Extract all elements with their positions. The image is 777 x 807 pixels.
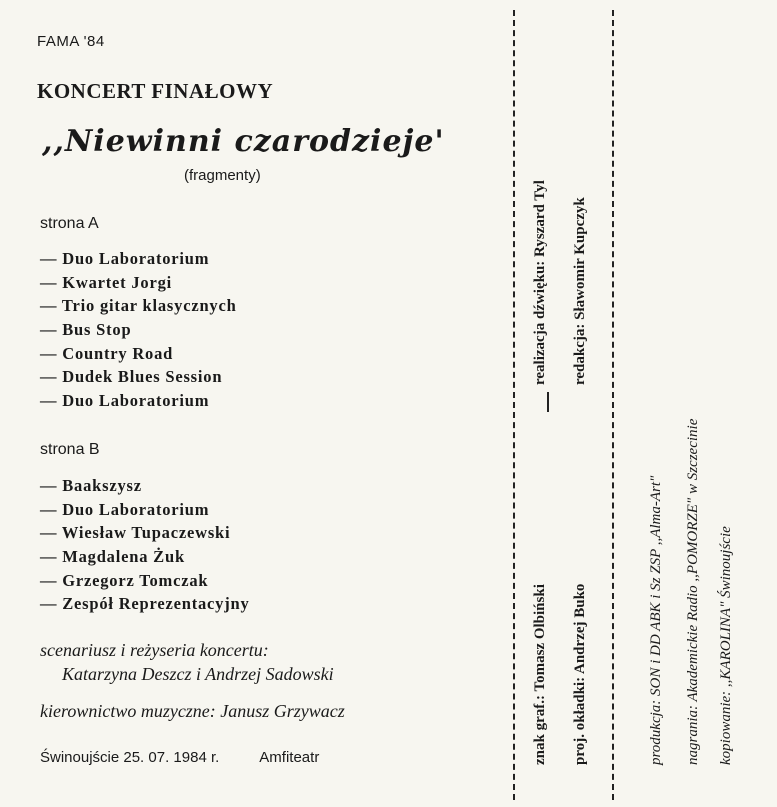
footer-line	[40, 749, 319, 766]
festival-label: FAMA '84	[37, 33, 105, 50]
album-subtitle: (fragmenty)	[184, 167, 261, 184]
concert-title: KONCERT FINAŁOWY	[37, 79, 274, 103]
track-item: — Grzegorz Tomczak	[40, 570, 209, 590]
track-item: — Zespół Reprezentacyjny	[40, 594, 250, 614]
track-item: — Country Road	[40, 343, 174, 363]
spine-separator	[547, 392, 549, 412]
editor-credit: redakcja: Sławomir Kupczyk	[572, 197, 588, 385]
fold-line-right	[612, 10, 614, 800]
script-direction-label: scenariusz i reżyseria koncertu:	[40, 640, 269, 660]
track-item: — Magdalena Żuk	[40, 547, 185, 567]
side-b-track-list	[40, 474, 250, 616]
production-credit: produkcja: SON i DD ABK i Sz ZSP ,,Alma-Art"	[648, 475, 664, 765]
track-item: — Trio gitar klasycznych	[40, 296, 237, 316]
track-item: — Wiesław Tupaczewski	[40, 523, 231, 543]
side-a-label: strona A	[40, 215, 99, 232]
side-a-track-list	[40, 247, 237, 413]
track-item: — Bus Stop	[40, 320, 132, 340]
venue: Amfiteatr	[259, 749, 320, 766]
recording-credit: nagrania: Akademickie Radio ,,POMORZE" w Szczecinie	[685, 418, 701, 765]
album-title: ,,Niewinni czarodzieje'	[42, 124, 445, 159]
track-item: — Duo Laboratorium	[40, 391, 210, 411]
side-b-label: strona B	[40, 441, 100, 458]
logo-designer-credit: znak graf.: Tomasz Olbiński	[532, 584, 548, 765]
track-item: — Duo Laboratorium	[40, 499, 210, 519]
music-direction-credit: kierownictwo muzyczne: Janusz Grzywacz	[40, 701, 345, 721]
cover-designer-credit: proj. okładki: Andrzej Buko	[572, 583, 588, 765]
sound-engineer-credit: realizacja dźwięku: Ryszard Tyl	[532, 180, 548, 385]
track-item: — Dudek Blues Session	[40, 367, 223, 387]
copying-credit: kopiowanie: ,,KAROLINA" Świnoujście	[718, 526, 734, 765]
track-item: — Kwartet Jorgi	[40, 272, 173, 292]
directors-names: Katarzyna Deszcz i Andrzej Sadowski	[62, 664, 334, 684]
place-date: Świnoujście 25. 07. 1984 r.	[40, 749, 220, 766]
fold-line-left	[513, 10, 515, 800]
track-item: — Baakszysz	[40, 476, 142, 495]
track-item: — Duo Laboratorium	[40, 249, 210, 268]
